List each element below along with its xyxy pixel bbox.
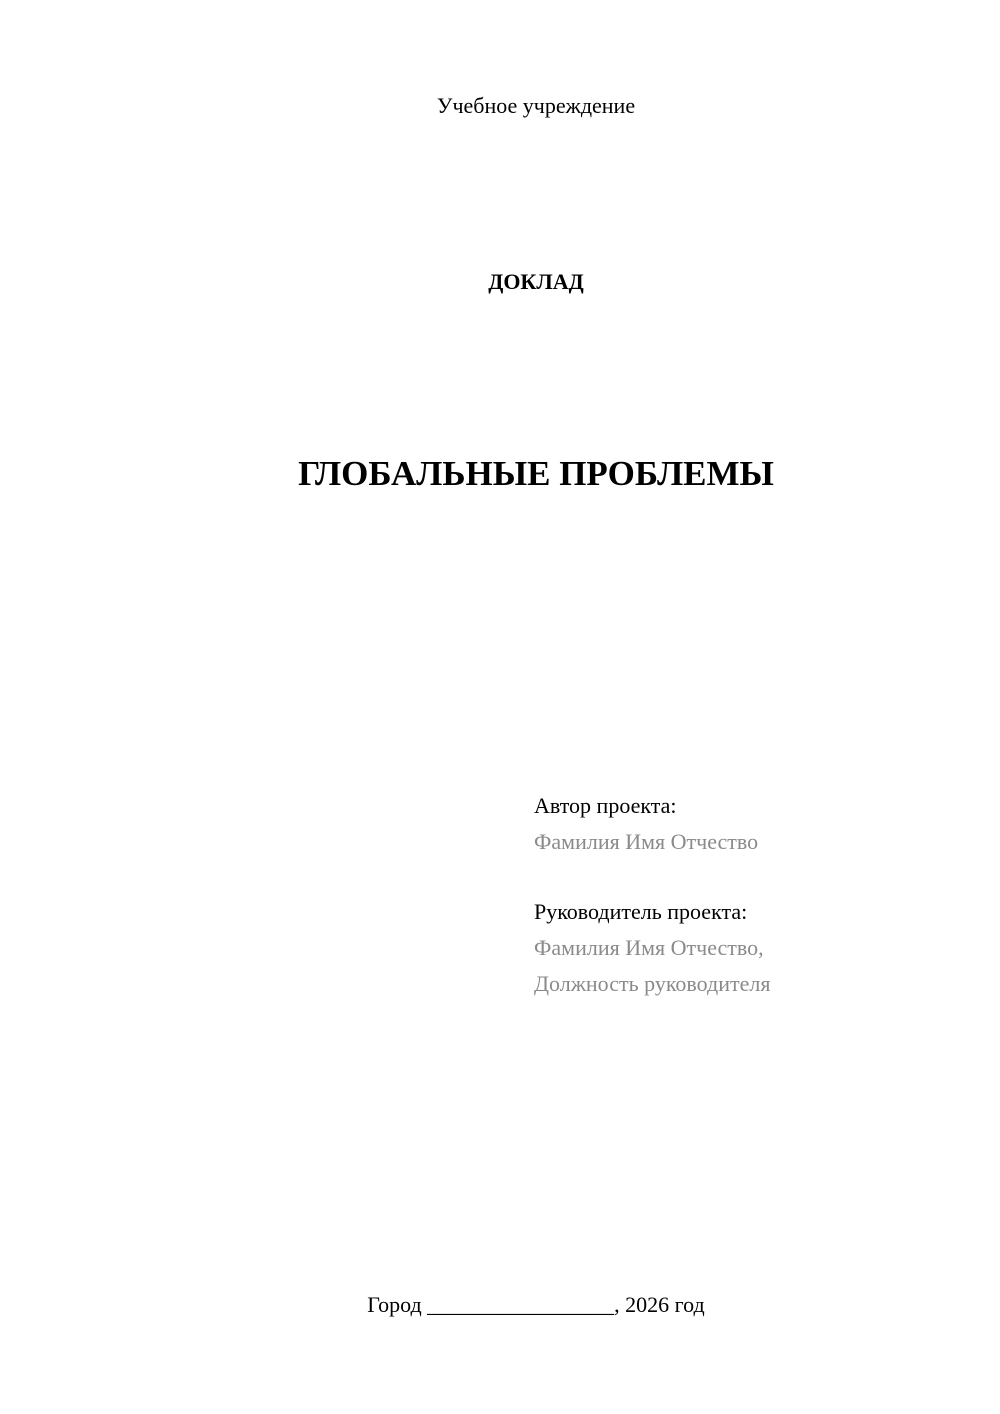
city-year-line	[0, 1290, 1000, 1320]
supervisor-label: Руководитель проекта:	[534, 899, 748, 924]
author-name: Фамилия Имя Отчество	[534, 829, 759, 854]
author-label: Автор проекта:	[534, 793, 677, 818]
institution-name: Учебное учреждение	[436, 93, 636, 118]
supervisor-name: Фамилия Имя Отчество,	[534, 935, 764, 960]
credits-block	[534, 788, 974, 1002]
document-title: ГЛОБАЛЬНЫЕ ПРОБЛЕМЫ	[298, 454, 774, 493]
spacer	[534, 860, 974, 894]
document-type: ДОКЛАД	[488, 269, 584, 294]
city-blank: _________________	[427, 1292, 615, 1317]
year-text: , 2026 год	[614, 1292, 705, 1317]
supervisor-position: Должность руководителя	[534, 971, 771, 996]
city-label: Город	[367, 1292, 422, 1317]
